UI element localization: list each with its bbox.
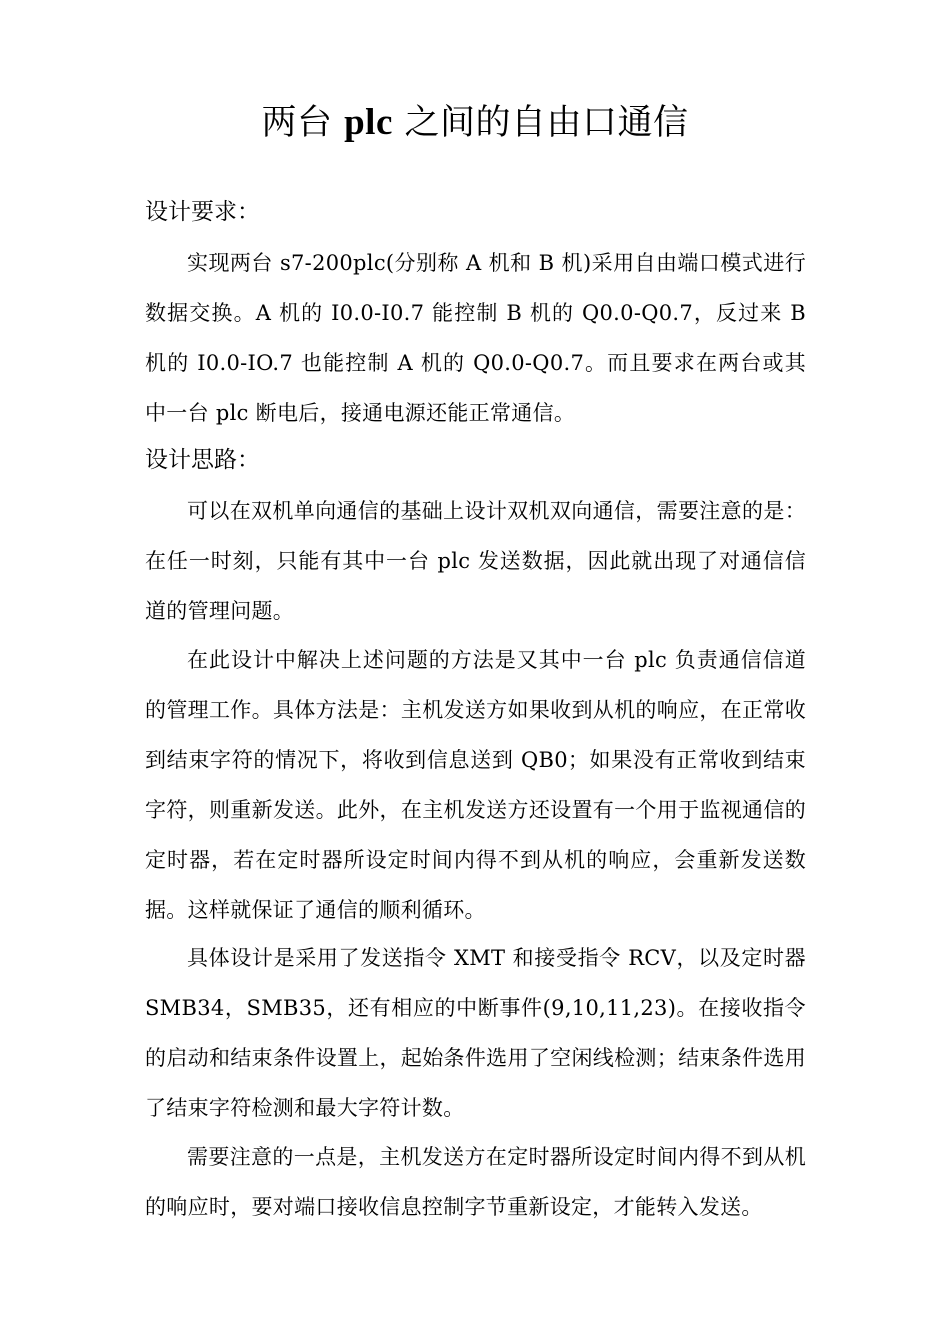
requirements-heading: 设计要求： <box>145 199 260 225</box>
requirements-paragraph: 实现两台 s7-200plc(分别称 A 机和 B 机)采用自由端口模式进行数据交换。A 机的 I0.0-I0.7 能控制 B 机的 Q0.0-Q0.7，反过来 B 机的 I0.0-IO.7 也能控制 A 机的 Q0.0-Q0.7。而且要求在两台或其中一台 plc 断电后，接通电源还能正常通信。 <box>145 251 806 425</box>
document-title <box>0 98 950 148</box>
approach-paragraph-4: 需要注意的一点是，主机发送方在定时器所设定时间内得不到从机的响应时，要对端口接收信息控制字节重新设定，才能转入发送。 <box>145 1145 806 1219</box>
title-latin: plc <box>344 102 393 143</box>
title-suffix: 之间的自由口通信 <box>392 103 689 143</box>
title-prefix: 两台 <box>261 103 345 143</box>
approach-paragraph-3: 具体设计是采用了发送指令 XMT 和接受指令 RCV，以及定时器 SMB34，SMB35，还有相应的中断事件(9,10,11,23)。在接收指令的启动和结束条件设置上，起始条件选用了空闲线检测；结束条件选用了结束字符检测和最大字符计数。 <box>145 946 806 1120</box>
approach-paragraph-1: 可以在双机单向通信的基础上设计双机双向通信，需要注意的是：在任一时刻，只能有其中一台 plc 发送数据，因此就出现了对通信信道的管理问题。 <box>145 499 806 623</box>
approach-paragraph-2: 在此设计中解决上述问题的方法是又其中一台 plc 负责通信信道的管理工作。具体方法是：主机发送方如果收到从机的响应，在正常收到结束字符的情况下，将收到信息送到 QB0；如果没有正常收到结束字符，则重新发送。此外，在主机发送方还设置有一个用于监视通信的定时器，若在定时器所设定时间内得不到从机的响应，会重新发送数据。这样就保证了通信的顺利循环。 <box>145 648 806 922</box>
approach-heading: 设计思路： <box>145 447 260 473</box>
